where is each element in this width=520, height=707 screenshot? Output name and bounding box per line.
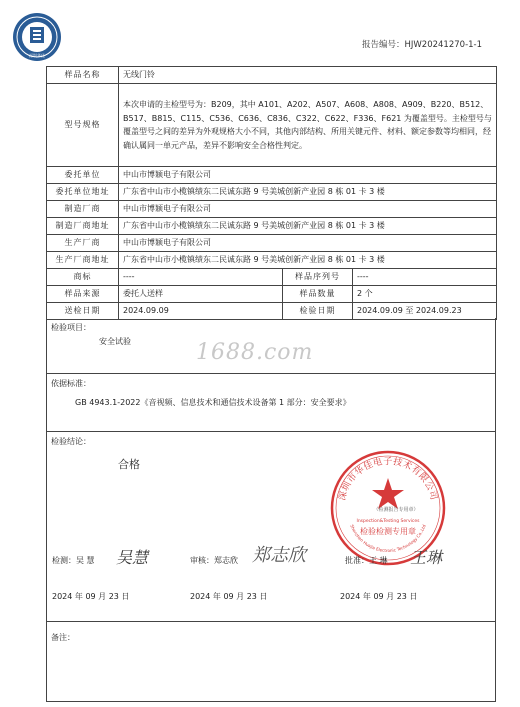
table-row	[47, 269, 497, 286]
client-address-value: 广东省中山市小榄镇绩东二民诚东路 9 号美城创新产业园 8 栋 01 卡 3 楼	[119, 184, 497, 201]
submit-date-value: 2024.09.09	[119, 303, 283, 320]
sample-name-value: 无线门铃	[119, 67, 497, 84]
manufacturer-value: 中山市博颖电子有限公司	[119, 201, 497, 218]
manufacturer-label: 制造厂商	[47, 201, 119, 218]
table-row	[47, 184, 497, 201]
remarks-section	[46, 622, 496, 702]
table-row	[47, 167, 497, 184]
inspection-value: 安全试验	[99, 337, 131, 346]
approver-signature: 王琳	[410, 548, 443, 567]
seal-dept-en: Inspection&Testing Services	[356, 519, 420, 524]
table-row	[47, 252, 497, 269]
testing-center-logo-icon	[12, 12, 62, 62]
submit-date-label: 送检日期	[47, 303, 119, 320]
remarks-label: 备注：	[51, 633, 75, 642]
client-label: 委托单位	[47, 167, 119, 184]
reviewer-label: 审核：郑志欣	[190, 556, 238, 565]
serial-label: 样品序列号	[283, 269, 353, 286]
conclusion-value: 合格	[118, 458, 140, 471]
watermark: 1688.com	[196, 340, 314, 365]
trademark-value: ----	[119, 269, 283, 286]
seal-org-cn: 深圳市华佳电子技术有限公司	[337, 457, 439, 502]
inspector-label: 检测：吴 慧	[52, 556, 95, 565]
table-row	[47, 303, 497, 320]
seal-dept-cn: 检验检测专用章	[360, 527, 416, 536]
inspector-date: 2024 年 09 月 23 日	[52, 592, 130, 601]
test-date-value: 2024.09.09 至 2024.09.23	[353, 303, 497, 320]
factory-address-value: 广东省中山市小榄镇绩东二民诚东路 9 号美城创新产业园 8 栋 01 卡 3 楼	[119, 252, 497, 269]
reviewer-signature: 郑志欣	[252, 545, 306, 566]
factory-label: 生产厂商	[47, 235, 119, 252]
table-row	[47, 286, 497, 303]
model-label: 型号规格	[47, 84, 119, 167]
serial-value: ----	[353, 269, 497, 286]
sample-source-label: 样品来源	[47, 286, 119, 303]
table-row	[47, 201, 497, 218]
factory-address-label: 生产厂商地址	[47, 252, 119, 269]
manufacturer-address-label: 制造厂商地址	[47, 218, 119, 235]
test-date-label: 检验日期	[283, 303, 353, 320]
standard-value: GB 4943.1-2022《音视频、信息技术和通信技术设备第 1 部分：安全要求》	[75, 398, 351, 407]
sample-info-table	[46, 66, 497, 320]
inspector-signature: 吴慧	[116, 548, 149, 567]
standard-section	[46, 374, 496, 432]
standard-label: 依据标准：	[51, 379, 91, 388]
sample-name-label: 样品名称	[47, 67, 119, 84]
sample-quantity-label: 样品数量	[283, 286, 353, 303]
approver-label: 批准：王 琳	[345, 556, 388, 565]
table-row	[47, 218, 497, 235]
trademark-label: 商标	[47, 269, 119, 286]
conclusion-label: 检验结论：	[51, 437, 91, 446]
approver-date: 2024 年 09 月 23 日	[340, 592, 418, 601]
client-value: 中山市博颖电子有限公司	[119, 167, 497, 184]
table-row	[47, 84, 497, 167]
reviewer-date: 2024 年 09 月 23 日	[190, 592, 268, 601]
sample-quantity-value: 2 个	[353, 286, 497, 303]
client-address-label: 委托单位地址	[47, 184, 119, 201]
report-number: 报告编号：HJW20241270-1-1	[362, 40, 483, 50]
logo-caption: 深圳华佳	[29, 53, 45, 58]
seal-org-en: Shenzhen Huajia Electronic Technology Co.,Ltd	[349, 523, 427, 554]
inspection-label: 检验项目：	[51, 323, 91, 332]
table-row	[47, 67, 497, 84]
factory-value: 中山市博颖电子有限公司	[119, 235, 497, 252]
model-value: 本次申请的主检型号为：B209，其中 A101、A202、A507、A608、A808、A909、B220、B512、B517、B815、C115、C536、C636、C836、C322、C622、F336、F621 为覆盖型号。主检型号与覆盖型号之间的差异为外观规格大小不同，其他内部结构、所用关键元件、材料、额定参数等均相同，经确认属同一单元产品，差异不影响安全合格性判定。	[119, 84, 497, 167]
sample-source-value: 委托人送样	[119, 286, 283, 303]
manufacturer-address-value: 广东省中山市小榄镇绩东二民诚东路 9 号美城创新产业园 8 栋 01 卡 3 楼	[119, 218, 497, 235]
seal-stamp-note: （检测报告专用章）	[373, 507, 419, 513]
table-row	[47, 235, 497, 252]
